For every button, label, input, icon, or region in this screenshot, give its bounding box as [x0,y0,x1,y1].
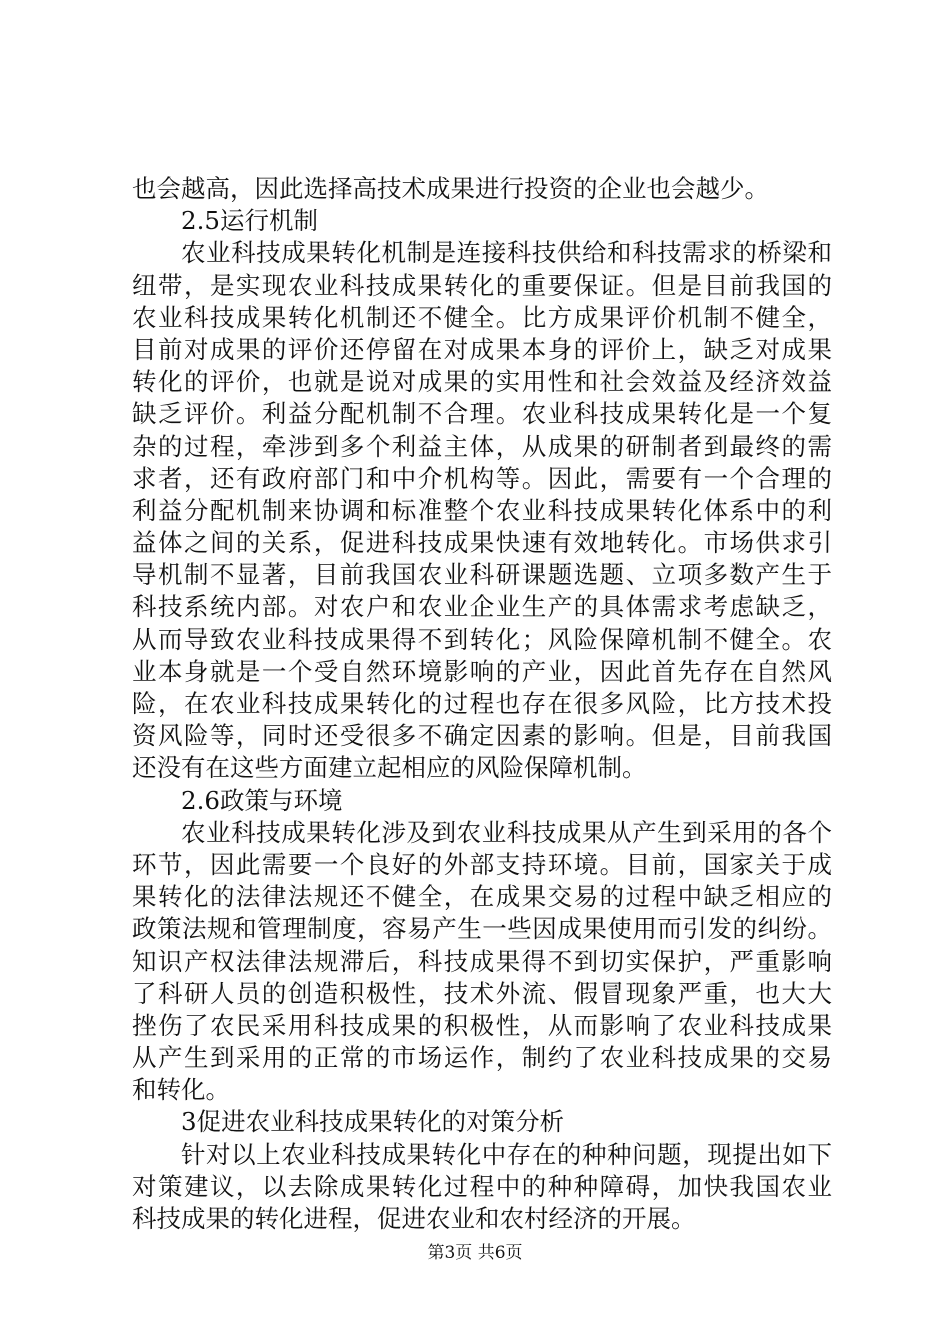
paragraph-line: 也会越高，因此选择高技术成果进行投资的企业也会越少。 [132,174,769,203]
paragraph-line: 益体之间的关系，促进科技成果快速有效地转化。市场供求引 [132,528,832,558]
paragraph-line: 环节，因此需要一个良好的外部支持环境。目前，国家关于成 [132,849,832,879]
paragraph-line: 和转化。 [132,1075,230,1105]
paragraph-line: 从而导致农业科技成果得不到转化；风险保障机制不健全。农 [132,624,832,654]
paragraph-line: 挫伤了农民采用科技成果的积极性，从而影响了农业科技成果 [132,1010,832,1040]
paragraph-line: 还没有在这些方面建立起相应的风险保障机制。 [132,753,647,783]
paragraph-line: 目前对成果的评价还停留在对成果本身的评价上，缺乏对成果 [132,334,832,364]
section-heading: 3促进农业科技成果转化的对策分析 [181,1107,565,1137]
paragraph-line: 资风险等，同时还受很多不确定因素的影响。但是，目前我国 [132,721,832,751]
document-body [132,173,832,1235]
paragraph-line: 果转化的法律法规还不健全，在成果交易的过程中缺乏相应的 [132,882,832,912]
paragraph-line: 农业科技成果转化机制还不健全。比方成果评价机制不健全， [132,302,832,332]
paragraph-line: 农业科技成果转化涉及到农业科技成果从产生到采用的各个 [181,817,832,847]
paragraph-line: 针对以上农业科技成果转化中存在的种种问题，现提出如下 [181,1139,832,1169]
paragraph-line: 利益分配机制来协调和标准整个农业科技成果转化体系中的利 [132,495,832,525]
paragraph-line: 科技系统内部。对农户和农业企业生产的具体需求考虑缺乏， [132,592,832,622]
paragraph-line: 纽带，是实现农业科技成果转化的重要保证。但是目前我国的 [132,270,832,300]
paragraph-line: 业本身就是一个受自然环境影响的产业，因此首先存在自然风 [132,656,832,686]
paragraph-line: 政策法规和管理制度，容易产生一些因成果使用而引发的纠纷。 [132,914,832,944]
paragraph-line: 求者，还有政府部门和中介机构等。因此，需要有一个合理的 [132,463,832,493]
section-heading: 2.6政策与环境 [181,785,343,815]
paragraph-line: 险，在农业科技成果转化的过程也存在很多风险，比方技术投 [132,689,832,718]
paragraph-line: 科技成果的转化进程，促进农业和农村经济的开展。 [132,1204,696,1233]
paragraph-line: 知识产权法律法规滞后，科技成果得不到切实保护，严重影响 [132,946,832,976]
paragraph-line: 杂的过程，牵涉到多个利益主体，从成果的研制者到最终的需 [132,431,832,461]
paragraph-line: 对策建议，以去除成果转化过程中的种种障碍，加快我国农业 [132,1171,832,1201]
page-footer: 第3页 共6页 [427,1243,523,1263]
paragraph-line: 转化的评价，也就是说对成果的实用性和社会效益及经济效益 [132,367,832,397]
section-heading: 2.5运行机制 [181,206,318,236]
paragraph-line: 缺乏评价。利益分配机制不合理。农业科技成果转化是一个复 [132,399,832,429]
paragraph-line: 农业科技成果转化机制是连接科技供给和科技需求的桥梁和 [181,238,832,268]
paragraph-line: 导机制不显著，目前我国农业科研课题选题、立项多数产生于 [132,560,832,590]
paragraph-line: 了科研人员的创造积极性，技术外流、假冒现象严重，也大大 [132,978,832,1008]
paragraph-line: 从产生到采用的正常的市场运作，制约了农业科技成果的交易 [132,1043,832,1073]
